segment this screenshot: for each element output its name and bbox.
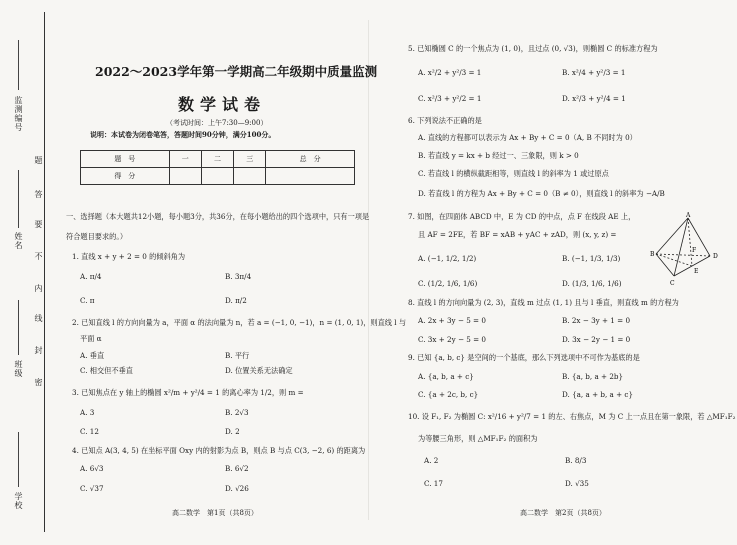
question-stem: 3. 已知焦点在 y 轴上的椭圆 x²/m + y²/4 = 1 的离心率为 1/2，则 m =: [72, 388, 304, 397]
option-a: A. 垂直: [80, 351, 105, 360]
figure-label: E: [694, 268, 699, 275]
option-c: C. 3x + 2y − 5 = 0: [418, 335, 486, 344]
class-blank: [18, 300, 19, 355]
score-table-cell: [266, 168, 355, 185]
option-a: A. (−1, 1/2, 1/2): [418, 254, 477, 263]
option-d: D. 若直线 l 的方程为 Ax + By + C = 0（B ≠ 0），则直线 l 的斜率为 −A/B: [418, 189, 665, 198]
option-c: C. 12: [80, 427, 99, 436]
binding-strip: [0, 0, 62, 545]
figure-label: A: [686, 212, 691, 219]
option-d: D. π/2: [225, 296, 247, 305]
figure-label: D: [713, 253, 718, 260]
option-a: A. 6√3: [80, 464, 104, 473]
option-a: A. 2: [424, 456, 439, 465]
option-b: B. {a, b, a + 2b}: [562, 372, 624, 381]
option-a: A. 2x + 3y − 5 = 0: [418, 316, 486, 325]
option-c: C. 17: [424, 479, 443, 488]
option-b: B. 2√3: [225, 408, 249, 417]
question-stem: 6. 下列说法不正确的是: [408, 116, 482, 125]
seal-line: [44, 12, 45, 532]
score-table-cell: [169, 168, 201, 185]
school-blank: [18, 432, 19, 487]
score-table-cell: 三: [234, 151, 266, 168]
question-stem: 4. 已知点 A(3, 4, 5) 在坐标平面 Oxy 内的射影为点 B，则点 B 与点 C(3, −2, 6) 的距离为: [72, 446, 366, 455]
score-table-row: [81, 168, 355, 185]
option-d: D. √26: [225, 484, 249, 493]
score-table: [80, 150, 355, 185]
option-b: B. 8/3: [565, 456, 587, 465]
option-c: C. {a + 2c, b, c}: [418, 390, 479, 399]
option-d: D. (1/3, 1/6, 1/6): [562, 279, 622, 288]
option-b: B. 若直线 y = kx + b 经过一、三象限，则 k > 0: [418, 151, 579, 160]
subject-title: 数学试卷: [178, 95, 267, 114]
tetrahedron-figure: [650, 212, 722, 290]
class-label: 班级: [14, 360, 23, 378]
question-stem: 且 AF = 2FE，若 BF = xAB + yAC + zAD，则 (x, y, z) =: [418, 230, 617, 239]
option-b: B. x²/4 + y²/3 = 1: [562, 68, 626, 77]
option-c: C. 若直线 l 的横纵截距相等，则直线 l 的斜率为 1 或过原点: [418, 169, 609, 178]
question-stem: 7. 如图，在四面体 ABCD 中，E 为 CD 的中点，点 F 在线段 AE 上，: [408, 212, 636, 221]
instructions: 说明：本试卷为闭卷笔答，答题时间90分钟，满分100分。: [90, 130, 276, 139]
question-stem: 5. 已知椭圆 C 的一个焦点为 (1, 0)，且过点 (0, √3)，则椭圆 C 的标准方程为: [408, 44, 658, 53]
score-table-cell: 二: [201, 151, 233, 168]
section-heading: 一、选择题（本大题共12小题，每小题3分，共36分，在每小题给出的四个选项中，只有一项是: [66, 212, 370, 221]
exam-title: 2022～2023学年第一学期高二年级期中质量监测: [95, 64, 378, 79]
option-b: B. (−1, 1/3, 1/3): [562, 254, 621, 263]
school-label: 学校: [14, 492, 23, 510]
option-b: B. 6√2: [225, 464, 249, 473]
option-d: D. x²/3 + y²/4 = 1: [562, 94, 626, 103]
option-c: C. (1/2, 1/6, 1/6): [418, 279, 478, 288]
option-b: B. 2x − 3y + 1 = 0: [562, 316, 631, 325]
exam-time: （考试时间：上午7:30—9:00）: [166, 119, 268, 127]
seal-char: 线: [34, 314, 43, 323]
question-stem: 为等腰三角形，则 △MF₁F₂ 的面积为: [418, 434, 538, 443]
score-table-cell: 题 号: [81, 151, 170, 168]
option-a: A. x²/2 + y²/3 = 1: [418, 68, 482, 77]
option-a: A. {a, b, a + c}: [418, 372, 474, 381]
page-footer-left: 高二数学 第1页（共8页）: [172, 509, 258, 517]
score-table-row: [81, 151, 355, 168]
option-a: A. π/4: [80, 272, 102, 281]
option-d: D. 位置关系无法确定: [225, 366, 293, 375]
score-table-cell: 总 分: [266, 151, 355, 168]
name-blank: [18, 170, 19, 228]
figure-label: B: [650, 251, 655, 258]
seal-char: 要: [34, 220, 43, 229]
score-table-cell: 得 分: [81, 168, 170, 185]
page-fold: [368, 20, 369, 520]
option-c: C. x²/3 + y²/2 = 1: [418, 94, 482, 103]
option-a: A. 3: [80, 408, 95, 417]
page-footer-right: 高二数学 第2页（共8页）: [520, 509, 606, 517]
option-b: B. 3π/4: [225, 272, 252, 281]
score-table-cell: [201, 168, 233, 185]
option-d: D. √35: [565, 479, 589, 488]
option-d: D. {a, a + b, a + c}: [562, 390, 634, 399]
exam-number-label: 监测编号: [14, 96, 23, 132]
seal-char: 题: [34, 156, 43, 165]
exam-number-blank: [18, 40, 19, 90]
name-label: 姓名: [14, 232, 23, 250]
seal-char: 封: [34, 346, 43, 355]
question-stem: 1. 直线 x + y + 2 = 0 的倾斜角为: [72, 252, 186, 261]
option-b: B. 平行: [225, 351, 250, 360]
seal-char: 不: [34, 252, 43, 261]
seal-char: 密: [34, 378, 43, 387]
question-stem: 9. 已知 {a, b, c} 是空间的一个基底，那么下列选项中不可作为基底的是: [408, 353, 640, 362]
figure-label: C: [670, 280, 675, 287]
option-a: A. 直线的方程都可以表示为 Ax + By + C = 0（A, B 不同时为 0）: [418, 133, 637, 142]
figure-label: F: [692, 247, 697, 254]
option-c: C. √37: [80, 484, 104, 493]
option-c: C. 相交但不垂直: [80, 366, 133, 375]
score-table-cell: 一: [169, 151, 201, 168]
question-stem: 平面 α: [80, 334, 102, 343]
question-stem: 8. 直线 l 的方向向量为 (2, 3)，直线 m 过点 (1, 1) 且与 l 垂直，则直线 m 的方程为: [408, 298, 679, 307]
section-heading: 符合题目要求的。）: [66, 232, 128, 241]
score-table-cell: [234, 168, 266, 185]
question-stem: 10. 设 F₁, F₂ 为椭圆 C: x²/16 + y²/7 = 1 的左、右焦点，M 为 C 上一点且在第一象限，若 △MF₁F₂: [408, 412, 736, 421]
question-stem: 2. 已知直线 l 的方向向量为 a，平面 α 的法向量为 n，若 a = (−1, 0, −1)，n = (1, 0, 1)，则直线 l 与: [72, 318, 407, 327]
seal-char: 答: [34, 190, 43, 199]
option-c: C. π: [80, 296, 95, 305]
seal-char: 内: [34, 284, 43, 293]
option-d: D. 2: [225, 427, 240, 436]
option-d: D. 3x − 2y − 1 = 0: [562, 335, 631, 344]
